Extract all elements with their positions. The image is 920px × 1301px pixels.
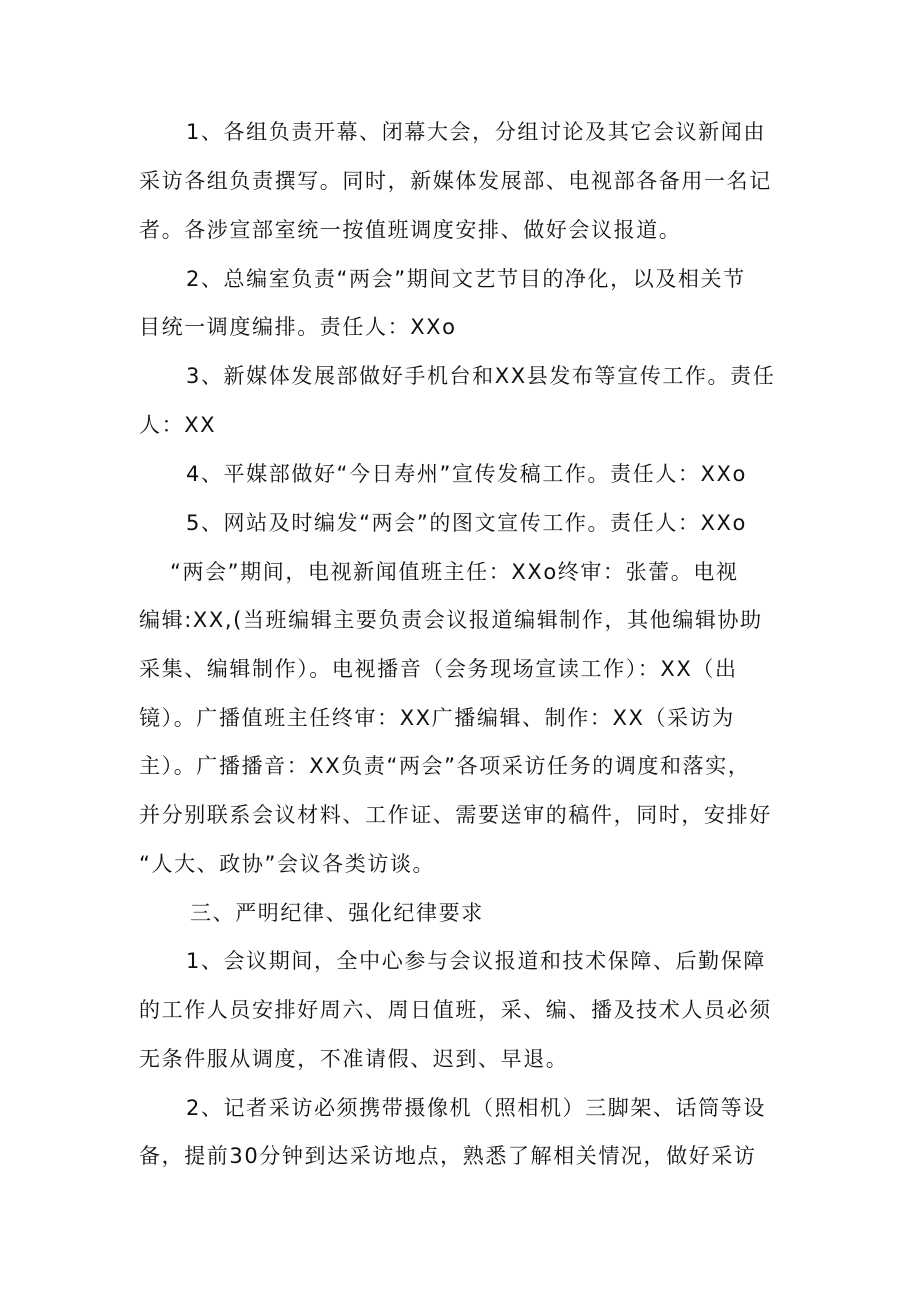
text-line: 者。各涉宣部室统一按值班调度安排、做好会议报道。 — [139, 218, 682, 242]
text-line: 3、新媒体发展部做好手机台和XX县发布等宣传工作。责任 — [186, 364, 776, 388]
text-line: 编辑:XX,(当班编辑主要负责会议报道编辑制作，其他编辑协助 — [139, 608, 763, 632]
text-line: 1、各组负责开幕、闭幕大会，分组讨论及其它会议新闻由 — [186, 120, 766, 144]
text-line: 2、记者采访必须携带摄像机（照相机）三脚架、话筒等设 — [186, 1096, 766, 1120]
text-line: 无条件服从调度，不准请假、迟到、早退。 — [139, 1047, 569, 1071]
text-line: 人：XX — [139, 413, 217, 437]
text-line: 2、总编室负责“两会”期间文艺节目的净化，以及相关节 — [186, 267, 746, 291]
text-line: 4、平媒部做好“今日寿州”宣传发稿工作。责任人：XXo — [186, 462, 747, 486]
text-line: 镜）。广播值班主任终审：XX广播编辑、制作：XX（采访为 — [139, 706, 735, 730]
text-line: “人大、政协”会议各类访谈。 — [139, 852, 436, 876]
text-line: 1、会议期间，全中心参与会议报道和技术保障、后勤保障 — [186, 949, 766, 973]
text-line: 主）。广播播音：XX负责“两会”各项采访任务的调度和落实， — [139, 754, 751, 778]
text-line: 目统一调度编排。责任人：XXo — [139, 315, 457, 339]
text-line: 备，提前30分钟到达采访地点，熟悉了解相关情况，做好采访 — [139, 1144, 757, 1168]
text-line: 并分别联系会议材料、工作证、需要送审的稿件，同时，安排好 — [139, 803, 772, 827]
text-line: 采集、编辑制作）。电视播音（会务现场宣读工作）：XX（出 — [139, 657, 738, 681]
text-line: 采访各组负责撰写。同时，新媒体发展部、电视部各备用一名记 — [139, 169, 772, 193]
text-line: “两会”期间，电视新闻值班主任：XXo终审：张蕾。电视 — [170, 560, 739, 584]
text-line: 的工作人员安排好周六、周日值班，采、编、播及技术人员必须 — [139, 998, 772, 1022]
text-line: 5、网站及时编发“两会”的图文宣传工作。责任人：XXo — [186, 511, 747, 535]
section-heading: 三、严明纪律、强化纪律要求 — [190, 901, 484, 925]
